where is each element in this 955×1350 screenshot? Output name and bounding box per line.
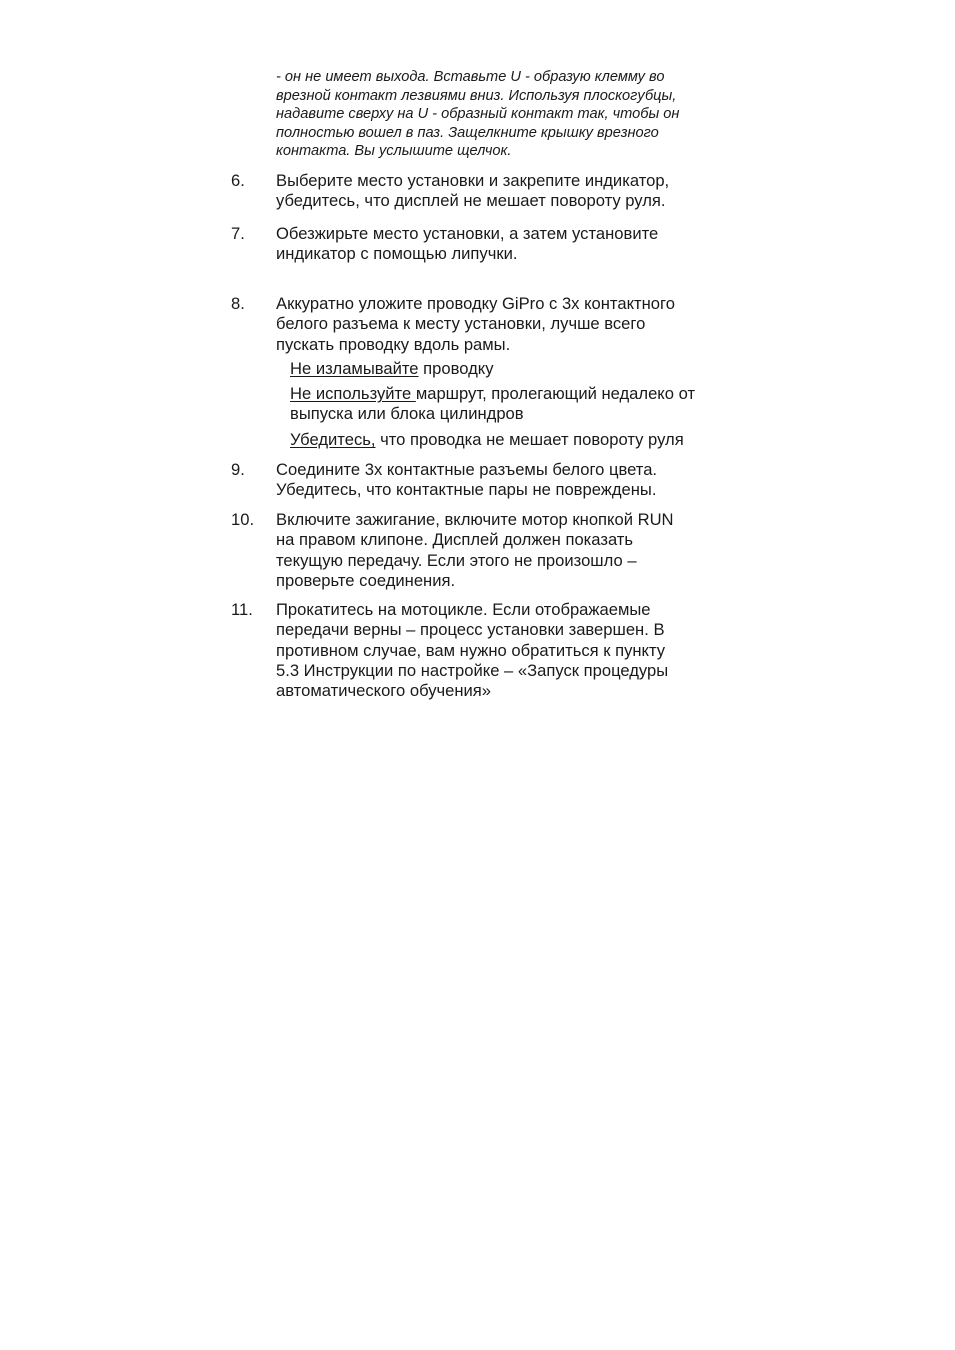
note-no-bending bbox=[290, 359, 750, 379]
list-item-number: 6. bbox=[231, 171, 245, 190]
list-item-line: пускать проводку вдоль рамы. bbox=[276, 334, 511, 354]
list-item-text bbox=[276, 224, 751, 265]
list-item-text bbox=[276, 294, 751, 355]
list-item-line: 5.3 Инструкции по настройке – «Запуск процедуры bbox=[276, 660, 669, 680]
list-item-text bbox=[276, 600, 751, 701]
list-item-line: убедитесь, что дисплей не мешает повороту руля. bbox=[276, 191, 666, 211]
note-text: что проводка не мешает повороту руля bbox=[375, 430, 684, 449]
list-item-line: текущую передачу. Если этого не произошло – bbox=[276, 550, 637, 570]
list-item-line: Убедитесь, что контактные пары не повреждены. bbox=[276, 480, 657, 500]
list-item-line: проверьте соединения. bbox=[276, 570, 456, 590]
intro-line: полностью вошел в паз. Защелкните крышку врезного bbox=[276, 124, 659, 141]
note-steering-check bbox=[290, 430, 750, 450]
intro-line: надавите сверху на U - образный контакт так, чтобы он bbox=[276, 106, 680, 122]
note-text: маршрут, пролегающий недалеко от bbox=[415, 384, 696, 403]
list-item-line: индикатор с помощью липучки. bbox=[276, 244, 518, 264]
list-item-text bbox=[276, 460, 751, 501]
note-text-continued: выпуска или блока цилиндров bbox=[290, 404, 524, 424]
intro-line: - он не имеет выхода. Вставьте U - образую клемму во bbox=[276, 69, 665, 85]
italic-intro-paragraph bbox=[276, 68, 746, 161]
list-item-line: Соедините 3х контактные разъемы белого цвета. bbox=[276, 460, 658, 479]
intro-line: контакта. Вы услышите щелчок. bbox=[276, 143, 512, 159]
note-underlined-text: Не используйте bbox=[290, 384, 416, 403]
list-item-line: противном случае, вам нужно обратиться к пункту bbox=[276, 640, 666, 660]
list-item-line: Аккуратно уложите проводку GiPro с 3х контактного bbox=[276, 294, 675, 313]
list-item-number: 11. bbox=[231, 600, 253, 619]
list-item-line: белого разъема к месту установки, лучше всего bbox=[276, 314, 646, 334]
list-item-number: 9. bbox=[231, 460, 245, 479]
list-item-line: передачи верны – процесс установки завершен. В bbox=[276, 620, 665, 640]
list-item-number: 10. bbox=[231, 510, 255, 529]
list-item-line: Обезжирьте место установки, а затем установите bbox=[276, 224, 659, 243]
list-item-text bbox=[276, 171, 751, 212]
list-item-line: автоматического обучения» bbox=[276, 681, 492, 701]
list-item-number: 8. bbox=[231, 294, 245, 313]
list-item-line: Прокатитесь на мотоцикле. Если отображаемые bbox=[276, 600, 651, 619]
note-avoid-route bbox=[290, 384, 750, 425]
note-underlined-text: Не изламывайте bbox=[290, 359, 419, 378]
list-item-text bbox=[276, 510, 751, 591]
list-item-line: Выберите место установки и закрепите индикатор, bbox=[276, 171, 670, 190]
note-text: проводку bbox=[418, 359, 494, 378]
note-underlined-text: Убедитесь, bbox=[290, 430, 376, 449]
list-item-line: на правом клипоне. Дисплей должен показать bbox=[276, 530, 634, 550]
intro-line: врезной контакт лезвиями вниз. Используя плоскогубцы, bbox=[276, 87, 677, 104]
list-item-line: Включите зажигание, включите мотор кнопкой RUN bbox=[276, 510, 674, 529]
list-item-number: 7. bbox=[231, 224, 245, 243]
